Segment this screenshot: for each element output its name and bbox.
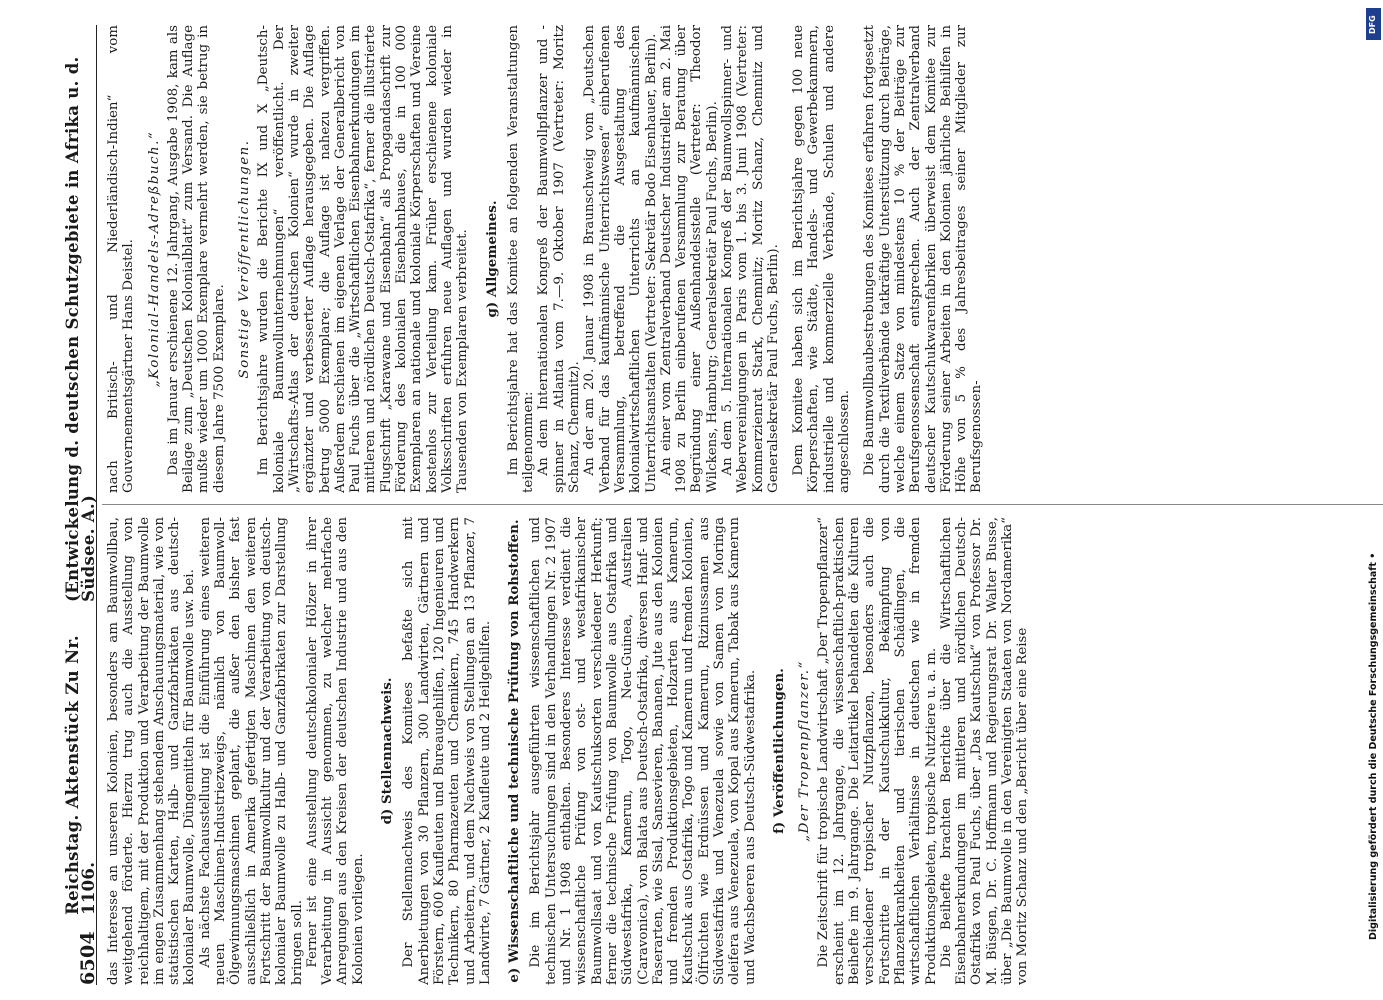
paragraph: nach Britisch- und Niederländisch-Indien“ vom Gouvernementsgärtner Hans Deistel. <box>106 25 137 493</box>
paragraph: An dem 5. Internationalen Kongreß der Baumwollspinner- und Webervereinigungen in Paris vom 1. bis 3. Juni 1908 (Vertreter: Kommerzienrat Stark, Chemnitz; Moritz Schanz, Chemnitz und Generalsekretär Paul Fuchs, Berlin). <box>719 25 781 493</box>
subheading-tropenpflanzer: „Der Tropenpflanzer.“ <box>797 660 813 842</box>
digitization-sidebar <box>1365 10 1381 990</box>
page-number: 6504 <box>76 930 99 985</box>
dfg-logo <box>1366 8 1381 40</box>
section-heading-pruefung: e) Wissenschaftliche und technische Prüfung von Rohstoffen. <box>506 519 523 983</box>
paragraph: Die im Berichtsjahr ausgeführten wissenschaftlichen und technischen Untersuchungen sind in den Verhandlungen Nr. 2 1907 und Nr. 1 1908 enthalten. Besonderes Interesse verdient die wissenschaftliche Prüfung von ost- und westafrikanischer Baumwollsaat und von Kautschuksorten verschiedener Herkunft; ferner die technische Prüfung von Baumwolle aus Ostafrika und Südwestafrika, Kamerun, Togo, Neu-Guinea, Australien (Caravonica), von Balata aus Deutsch-Ostafrika, diversen Hanf- und Faserarten, wie Sisal, Sansevieren, Bananen, Jute aus den Kolonien und fremden Produktionsgebieten, Holzarten aus Kamerun, Kautschuk aus Ostafrika, Togo und Kamerun und fremden Kolonien, Ölfrüchten wie Erdnüssen und Kamerun, Rizinussamen aus Südwestafrika und Venezuela sowie von Samen von Moringa oleifera aus Venezuela, von Kopal aus Kamerun, Tabak aus Kamerun und Wachsbeeren aus Deutsch-Südwestafrika. <box>528 517 758 985</box>
paragraph: Die Baumwollbaubestrebungen des Komitees erfahren fortgesetzt durch die Textilverbände tatkräftige Unterstützung durch Beiträge, welche einem Satze von mindestens 10 % der Beiträge zur Berufsgenossenschaft entsprechen. Auch der Zentralverband deutscher Kautschukwarenfabriken überweist dem Komitee zur Förderung seiner Arbeiten in den Kolonien jährliche Beihilfen in Höhe von 5 % des Jahresbeitrages seiner Mitglieder zur Berufsgenossen- <box>862 25 985 493</box>
running-title: (Entwickelung d. deutschen Schutzgebiete in Afrika u. d. Südsee. A.) <box>63 56 98 602</box>
paragraph: Das im Januar erschienene 12. Jahrgang, Ausgabe 1908, kam als Beilage zum „Deutschen Kolonialblatt“ zum Versand. Die Auflage mußte wieder um 1000 Exemplare vermehrt werden, sie betrug in diesem Jahre 7500 Exemplare. <box>165 25 227 493</box>
paragraph: Ferner ist eine Ausstellung deutschkolonialer Hölzer in ihrer Verarbeitung in Aussicht genommen, zu welcher mehrfache Anregungen aus den Kreisen der deutschen Industrie und aus den Kolonien vorliegen. <box>304 517 366 985</box>
paragraph: das Interesse an unseren Kolonien, besonders am Baumwollbau, weitgehend förderte. Hierzu trug auch die Ausstellung von reichhaltigem, mit der Produktion und Verarbeitung der Baumwolle im engen Zusammenhang stehendem Anschauungsmaterial, wie von statistischen Karten, Halb- und Ganzfabrikaten aus deutsch-kolonialer Baumwolle, Düngemitteln für Baumwolle usw. bei. <box>106 517 198 985</box>
paragraph: An einer vom Zentralverband Deutscher Industrieller am 2. Mai 1908 zu Berlin einberufenen Versammlung zur Beratung über Begründung einer Außenhandelsstelle (Vertreter: Theodor Wilckens, Hamburg; Generalsekretär Paul Fuchs, Berlin). <box>658 25 720 493</box>
section-heading-allgemeines: g) Allgemeines. <box>483 200 500 318</box>
dfg-logo-text: DFG <box>1368 15 1377 34</box>
paragraph: Im Berichtsjahre wurden die Berichte IX und X „Deutsch-koloniale Baumwollunternehmungen“ veröffentlicht. Der „Wirtschafts-Atlas der deutschen Kolonien“ wurde in zweiter ergänzter und verbesserter Auflage herausgegeben. Die Auflage betrug 5000 Exemplare; die Auflage ist nahezu vergriffen. Außerdem erschienen im eigenen Verlage der Generalbericht von Paul Fuchs über die „Wirtschaftlichen Eisenbahnerkundungen im mittleren und nördlichen Deutsch-Ostafrika“, ferner die illustrierte Flugschrift „Karawane und Eisenbahn“ als Propagandaschrift zur Förderung des kolonialen Eisenbahnbaues, die in 100 000 Exemplaren an nationale und koloniale Körperschaften und Vereine kostenlos zur Verteilung kam. Früher erschienene koloniale Volksschriften erfuhren neue Auflagen und wurden wieder in Tausenden von Exemplaren verbreitet. <box>256 25 471 493</box>
section-heading-stellennachweis: d) Stellennachweis. <box>379 677 396 825</box>
paragraph: An dem Internationalen Kongreß der Baumwollpflanzer und -spinner in Atlanta vom 7.—9. Oktober 1907 (Vertreter: Moritz Schanz, Chemnitz). <box>536 25 583 493</box>
paragraph: Der Stellennachweis des Komitees befaßte sich mit Anerbietungen von 30 Pflanzern, 300 Landwirten, Gärtnern und Förstern, 600 Kaufleuten und Bureaugehilfen, 120 Ingenieuren und Technikern, 80 Pharmazeuten und Chemikern, 745 Handwerkern und Arbeitern, und dem Nachweis von Stellungen an 13 Pflanzer, 7 Landwirte, 7 Gärtner, 2 Kaufleute und 2 Heilgehilfen. <box>401 517 493 985</box>
dfg-credit-text: Digitalisierung gefördert durch die Deutsche Forschungsgemeinschaft • <box>1368 552 1379 940</box>
paragraph: Als nächste Fachausstellung ist die Einführung eines weiteren neuen Maschinen-Industriezweigs, nämlich von Baumwoll-Ölgewinnungsmaschinen geplant, die außer den bisher fast ausschließlich in Amerika gefertigten Maschinen den weiteren Fortschritt der Baumwollkultur und der Verarbeitung von deutsch-kolonialer Baumwolle zu Halb- und Ganzfabrikaten zur Darstellung bringen soll. <box>197 517 305 985</box>
right-column <box>106 25 1383 493</box>
column-divider <box>102 504 1383 505</box>
paragraph: An der am 20. Januar 1908 in Braunschweig vom „Deutschen Verband für das kaufmännische Unterrichtswesen“ einberufenen Versammlung, betreffend die Ausgestaltung des kolonialwirtschaftlichen Unterrichts an kaufmännischen Unterrichtsanstalten (Vertreter: Sekretär Bodo Eisenhauer, Berlin). <box>582 25 659 493</box>
section-heading-veroeffentlichungen: f) Veröffentlichungen. <box>770 668 787 834</box>
document-page <box>62 25 1383 985</box>
paragraph: Die Beihefte brachten Berichte über die Wirtschaftlichen Eisenbahnerkundungen im mittleren und nördlichen Deutsch-Ostafrika von Paul Fuchs, über „Das Kautschuk“ von Professor Dr. M. Büsgen, Dr. C. Hoffmann und Regierungsrat Dr. Walter Busse, über „Die Baumwolle in den Vereinigten Staaten von Nordamerika“ von Moritz Schanz und den „Bericht über eine Reise <box>938 517 1031 985</box>
paragraph: Im Berichtsjahre hat das Komitee an folgenden Veranstaltungen teilgenommen: <box>505 25 537 493</box>
paragraph: Dem Komitee haben sich im Berichtsjahre gegen 100 neue Körperschaften, wie Städte, Handels- und Gewerbekammern, industrielle und kommerzielle Verbände, Schulen und andere angeschlossen. <box>791 25 853 493</box>
left-column <box>106 517 1383 985</box>
subheading-adressbuch: „Kolonial-Handels-Adreßbuch.“ <box>146 130 162 388</box>
page-header <box>62 25 97 985</box>
paragraph: Die Zeitschrift für tropische Landwirtschaft „Der Tropenpflanzer“ erscheint im 12. Jahrgange, die wissenschaftlich-praktischen Beihefte im 9. Jahrgange. Die Leitartikel behandelten die Kulturen verschiedener tropischer Nutzpflanzen, besonders auch die Fortschritte in der Kautschukkultur, Bekämpfung von Pflanzenkrankheiten und tierischen Schädlingen, die wirtschaftlichen Verhältnisse in deutschen wie in fremden Produktionsgebieten, tropische Nutztiere u. a. m. <box>816 517 939 985</box>
subheading-sonstige: Sonstige Veröffentlichungen. <box>237 139 253 379</box>
running-heading: Reichstag. Aktenstück Zu Nr. 1106. <box>63 635 98 915</box>
